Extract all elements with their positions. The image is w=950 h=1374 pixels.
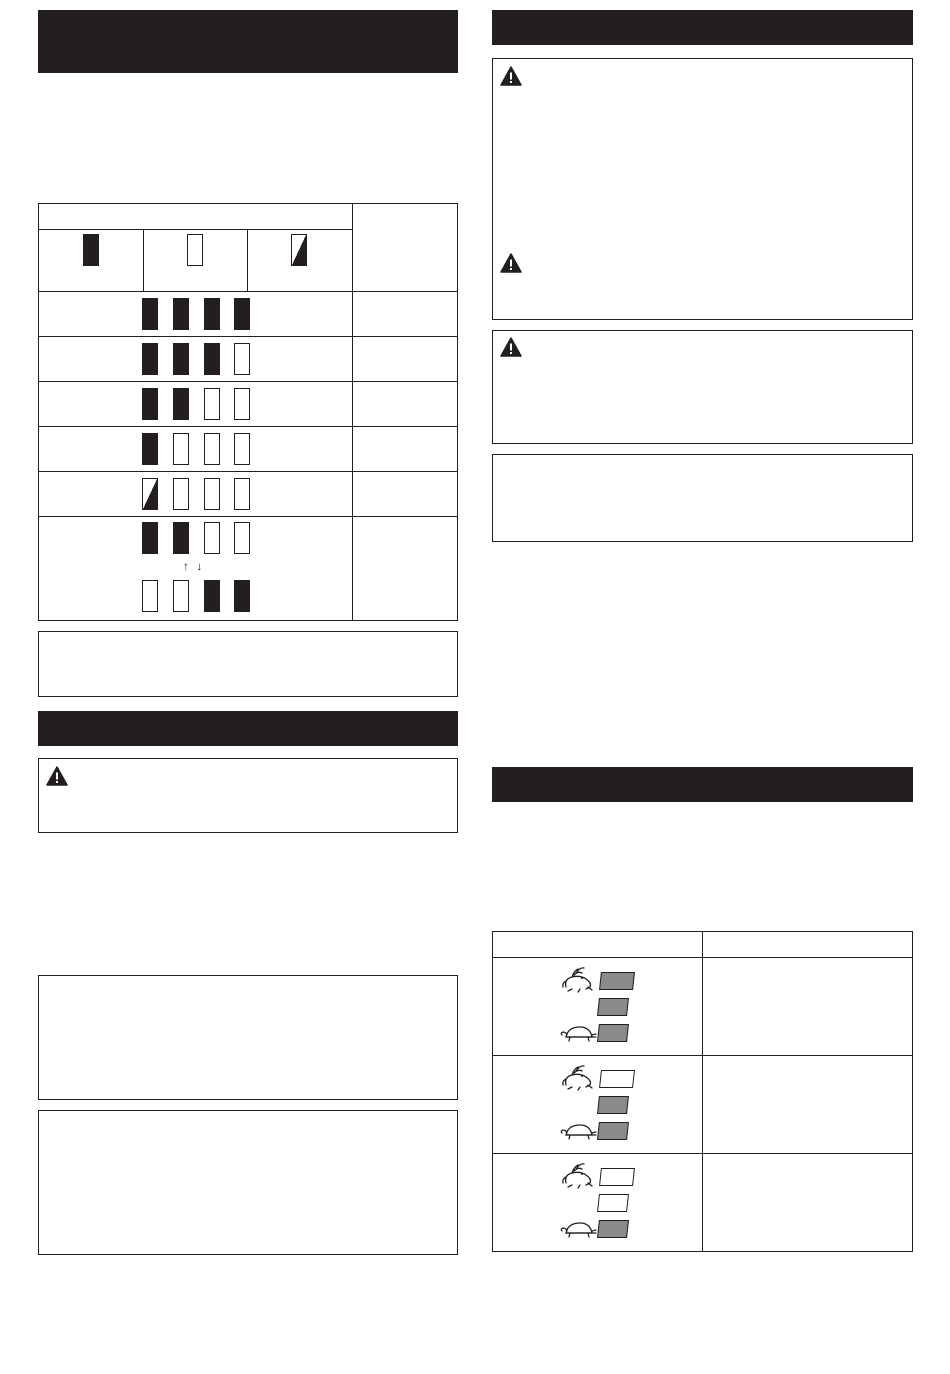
lamp-lit-icon <box>173 298 189 330</box>
left-note-box <box>38 631 458 697</box>
lamp-lit-icon <box>142 298 158 330</box>
turtle-icon <box>558 1219 598 1244</box>
lamp-lit-icon <box>204 343 220 375</box>
lamp-off-icon <box>234 433 250 465</box>
lamp-lit-icon <box>234 580 250 612</box>
lamp-off-icon <box>173 478 189 510</box>
lamp-off-icon <box>204 522 220 554</box>
left-title-bar <box>38 10 458 73</box>
lamp-lit-icon <box>142 433 158 465</box>
speed-lamp-lit-icon <box>597 998 629 1016</box>
warning-triangle-icon <box>500 337 522 357</box>
left-note-box-2 <box>38 975 458 1100</box>
speed-lamp-off-icon <box>599 1070 635 1088</box>
lamp-off-icon <box>234 388 250 420</box>
speed-lamp-lit-icon <box>597 1122 629 1140</box>
lamp-off-icon <box>187 234 203 266</box>
lamp-off-icon <box>234 478 250 510</box>
left-note-box-3 <box>38 1110 458 1255</box>
lamp-lit-icon <box>173 522 189 554</box>
lamp-lit-icon <box>204 580 220 612</box>
right-note-box <box>492 454 913 542</box>
warning-triangle-icon <box>500 66 522 86</box>
speed-lamp-off-icon <box>599 1168 635 1186</box>
left-caution-box <box>38 758 458 833</box>
speed-lamp-off-icon <box>597 1194 629 1212</box>
lamp-lit-icon <box>83 234 99 266</box>
lamp-lit-icon <box>234 298 250 330</box>
lamp-lit-icon <box>142 388 158 420</box>
lamp-lit-icon <box>173 343 189 375</box>
lamp-off-icon <box>204 478 220 510</box>
right-warning-box <box>492 58 913 320</box>
lamp-off-icon <box>142 580 158 612</box>
lamp-lit-icon <box>142 343 158 375</box>
speed-lamp-lit-icon <box>597 1024 629 1042</box>
rabbit-icon <box>560 1161 596 1194</box>
lamp-lit-icon <box>204 298 220 330</box>
rabbit-icon <box>560 965 596 998</box>
turtle-icon <box>558 1023 598 1048</box>
lamp-off-icon <box>173 433 189 465</box>
lamp-off-icon <box>234 522 250 554</box>
alternating-arrows: ↑ ↓ <box>183 559 205 573</box>
lamp-lit-icon <box>142 522 158 554</box>
lamp-blinking-icon <box>291 234 307 266</box>
lamp-off-icon <box>173 580 189 612</box>
speed-lamp-lit-icon <box>597 1220 629 1238</box>
right-section-bar-2 <box>492 767 913 802</box>
left-section-bar <box>38 711 458 746</box>
lamp-lit-icon <box>173 388 189 420</box>
warning-triangle-icon <box>500 253 522 273</box>
right-caution-box <box>492 330 913 444</box>
lamp-off-icon <box>204 433 220 465</box>
turtle-icon <box>558 1121 598 1146</box>
warning-triangle-icon <box>46 766 68 786</box>
speed-lamp-lit-icon <box>599 972 635 990</box>
lamp-off-icon <box>234 343 250 375</box>
speed-lamp-lit-icon <box>597 1096 629 1114</box>
rabbit-icon <box>560 1063 596 1096</box>
lamp-off-icon <box>204 388 220 420</box>
lamp-blinking-icon <box>142 478 158 510</box>
right-section-bar-1 <box>492 10 913 45</box>
